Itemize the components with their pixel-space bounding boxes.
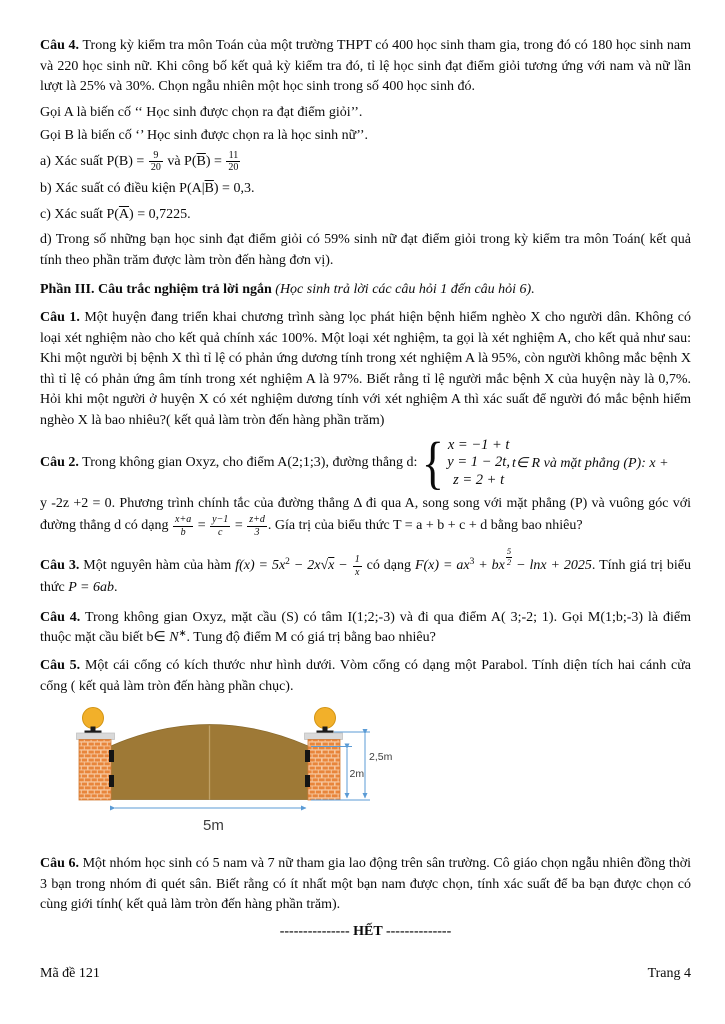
question-label: Câu 4. — [40, 38, 80, 53]
overline-B: $\overline{B}$ — [204, 180, 214, 196]
left-hinge-top — [109, 750, 114, 762]
fraction: $\frac{y-1}{c}$ — [212, 514, 229, 538]
question-text: Một cái cổng có kích thước như hình dưới. Vòm cổng có dạng một Parabol. Tính diện tích hai cánh cửa cổng ( kết quả làm tròn đến hàng phần chục). — [40, 657, 691, 694]
right-pillar — [308, 740, 340, 801]
fraction: $\frac{11}{20}$ — [228, 149, 239, 174]
part3-heading — [40, 280, 691, 301]
page-number: Trang 4 — [647, 966, 691, 981]
natural-numbers-symbol: N — [169, 630, 179, 646]
question-label: Câu 5. — [40, 657, 81, 673]
gate-diagram — [75, 702, 405, 842]
exam-code: Mã đề 121 — [40, 966, 100, 981]
width-label: 5m — [203, 817, 224, 835]
question-3: Câu 3. Một nguyên hàm của hàm $f(x) = 5x^2 - 2x√x$ − $\frac{1}{x}$ có dạng $F(x) = ax^3$ + bx $\frac{5}{2}$ − lnx + 2025. Tính giá trị biểu thức P = 6ab. — [40, 546, 691, 596]
brace-glyph: { — [422, 430, 445, 496]
question-4: Câu 4. Trong không gian Oxyz, mặt cầu (S) có tâm I(1;2;-3) và đi qua điểm A( 3;-2; 1). Gọi M(1;b;-3) là điểm thuộc mặt cầu biết b∈ N∗. Tung độ điểm M có giá trị bằng bao nhiêu? — [40, 609, 691, 646]
overline-A: $\overline{A}$ — [118, 206, 130, 222]
equation-y: y = 1 − 2t, — [447, 454, 510, 471]
right-lamp — [315, 708, 336, 729]
fraction: $\frac{x+a}{b}$ — [175, 514, 192, 538]
question-label: Câu 2. — [40, 455, 79, 471]
left-lamp-post — [91, 727, 96, 732]
gate-figure — [75, 702, 405, 842]
left-pillar-cap — [77, 733, 115, 740]
question-1 — [40, 308, 691, 432]
end-marker: --------------- HẾT -------------- — [279, 923, 452, 939]
sqrt-argument: x — [328, 558, 335, 574]
question-p2-4 — [40, 36, 691, 98]
total-height-label: 2,5m — [369, 751, 393, 764]
fraction: $\frac{9}{20}$ — [150, 149, 161, 174]
door-height-label: 2m — [349, 768, 365, 781]
equation-system — [419, 430, 510, 496]
exponent-fraction: $\frac{5}{2}$ — [506, 546, 512, 567]
event-b-definition: Gọi B là biến cố ‘’ Học sinh được chọn ra là học sinh nữ’’. — [40, 128, 369, 144]
question-label: Câu 3. — [40, 558, 80, 574]
question-label: Câu 6. — [40, 856, 79, 872]
overline-B: $\overline{B}$ — [196, 153, 206, 169]
question-2-line1: Câu 2. Trong không gian Oxyz, cho điểm A(2;1;3), đường thẳng d: { x = −1 + t y = 1 − 2t, z = 2 + t t∈ R và mặt phẳng (P): x + — [40, 430, 669, 496]
question-text: Một huyện đang triển khai chương trình sàng lọc phát hiện bệnh hiểm nghèo X cho người dân. Không có loại xét nghiệm nào cho kết quả chính xác 100%. Một loại xét nghiệm, ta gọi là xét nghiệm A, cho kết quả như sau: Khi một người bị bệnh X thì tỉ lệ có phản ứng dương tính trong xét nghiệm A là 95%, còn người không mắc bệnh X thì tỉ lệ có phản ứng âm tính trong xét nghiệm A là 97%. Biết rằng tỉ lệ người mắc bệnh X của huyện này là 0,7%. Hỏi khi một người ở huyện X có xét nghiệm dương tính với xét nghiệm A thì xác suất để người đó mắc bệnh hiểm nghèo X là bao nhiêu?( kết quả làm tròn đến hàng phần trăm) — [40, 309, 692, 428]
question-label: Câu 4. — [40, 609, 81, 625]
question-5 — [40, 656, 691, 697]
part3-title: Phần III. Câu trắc nghiệm trả lời ngắn — [40, 282, 276, 298]
equation-z: z = 2 + t — [453, 471, 505, 488]
sqrt-sign: √ — [320, 558, 329, 574]
fraction: $\frac{1}{x}$ — [354, 554, 360, 578]
left-hinge-bottom — [109, 775, 114, 787]
part3-instruction: (Học sinh trả lời các câu hỏi 1 đến câu hỏi 6). — [275, 282, 535, 298]
equation-x: x = −1 + t — [447, 436, 510, 453]
right-hinge-top — [305, 750, 310, 762]
fraction: $\frac{z+d}{3}$ — [249, 514, 265, 538]
event-a-definition: Gọi A là biến cố ‘‘ Học sinh được chọn ra đạt điểm giỏi’’. — [40, 104, 363, 120]
left-lamp — [83, 708, 104, 729]
right-pillar-cap — [305, 733, 343, 740]
right-hinge-bottom — [305, 775, 310, 787]
statement-b: b) Xác suất có điều kiện $P(A|\overline{B}) = 0,3$. — [40, 180, 255, 196]
question-6 — [40, 854, 691, 916]
right-lamp-post — [323, 727, 328, 732]
statement-a: a) Xác suất P(B) = $\frac{9}{20}$ và $P(\overline{B})$ = $\frac{11}{20}$ — [40, 149, 239, 174]
statement-c: c) Xác suất $P(\overline{A}) = 0,7225$. — [40, 206, 191, 222]
question-label: Câu 1. — [40, 309, 80, 325]
question-text: Một nhóm học sinh có 5 nam và 7 nữ tham gia lao động trên sân trường. Cô giáo chọn ngẫu nhiên đồng thời 3 bạn trong nhóm đi quét sân. Biết rằng có ít nhất một bạn nam được chọn, tính xác suất để ba bạn được chọn có cùng giới tính( kết quả làm tròn đến hàng phần trăm). — [40, 856, 692, 913]
question-2-continued: y -2z +2 = 0. Phương trình chính tắc của đường thẳng Δ đi qua A, song song với mặt phẳng (P) và vuông góc với đường thẳng d có dạng $\frac{x+a}{b}$ = $\frac{y-1}{c}$ = $\frac{z+d}{3}$ . Gía trị của biểu thức T = a + b + c + d bằng bao nhiêu? — [40, 495, 691, 538]
question-text: Trong kỳ kiểm tra môn Toán của một trường THPT có 400 học sinh tham gia, trong đó có 180 học sinh nam và 220 học sinh nữ. Khi công bố kết quả kỳ kiểm tra đó, tỉ lệ học sinh đạt điểm giỏi tương ứng với nam và nữ lần lượt là 25% và 30%. Chọn ngẫu nhiên một học sinh trong số 400 học sinh đó. — [40, 38, 691, 95]
parameter-domain: t∈ R và mặt phẳng (P): x + — [511, 455, 669, 471]
left-pillar — [79, 740, 111, 801]
page-footer — [40, 966, 691, 982]
statement-d: d) Trong số những bạn học sinh đạt điểm giỏi có 59% sinh nữ đạt điểm giỏi trong kỳ kiểm tra môn Toán( kết quả tính theo phần trăm được làm tròn đến hàng đơn vị). — [40, 232, 691, 268]
